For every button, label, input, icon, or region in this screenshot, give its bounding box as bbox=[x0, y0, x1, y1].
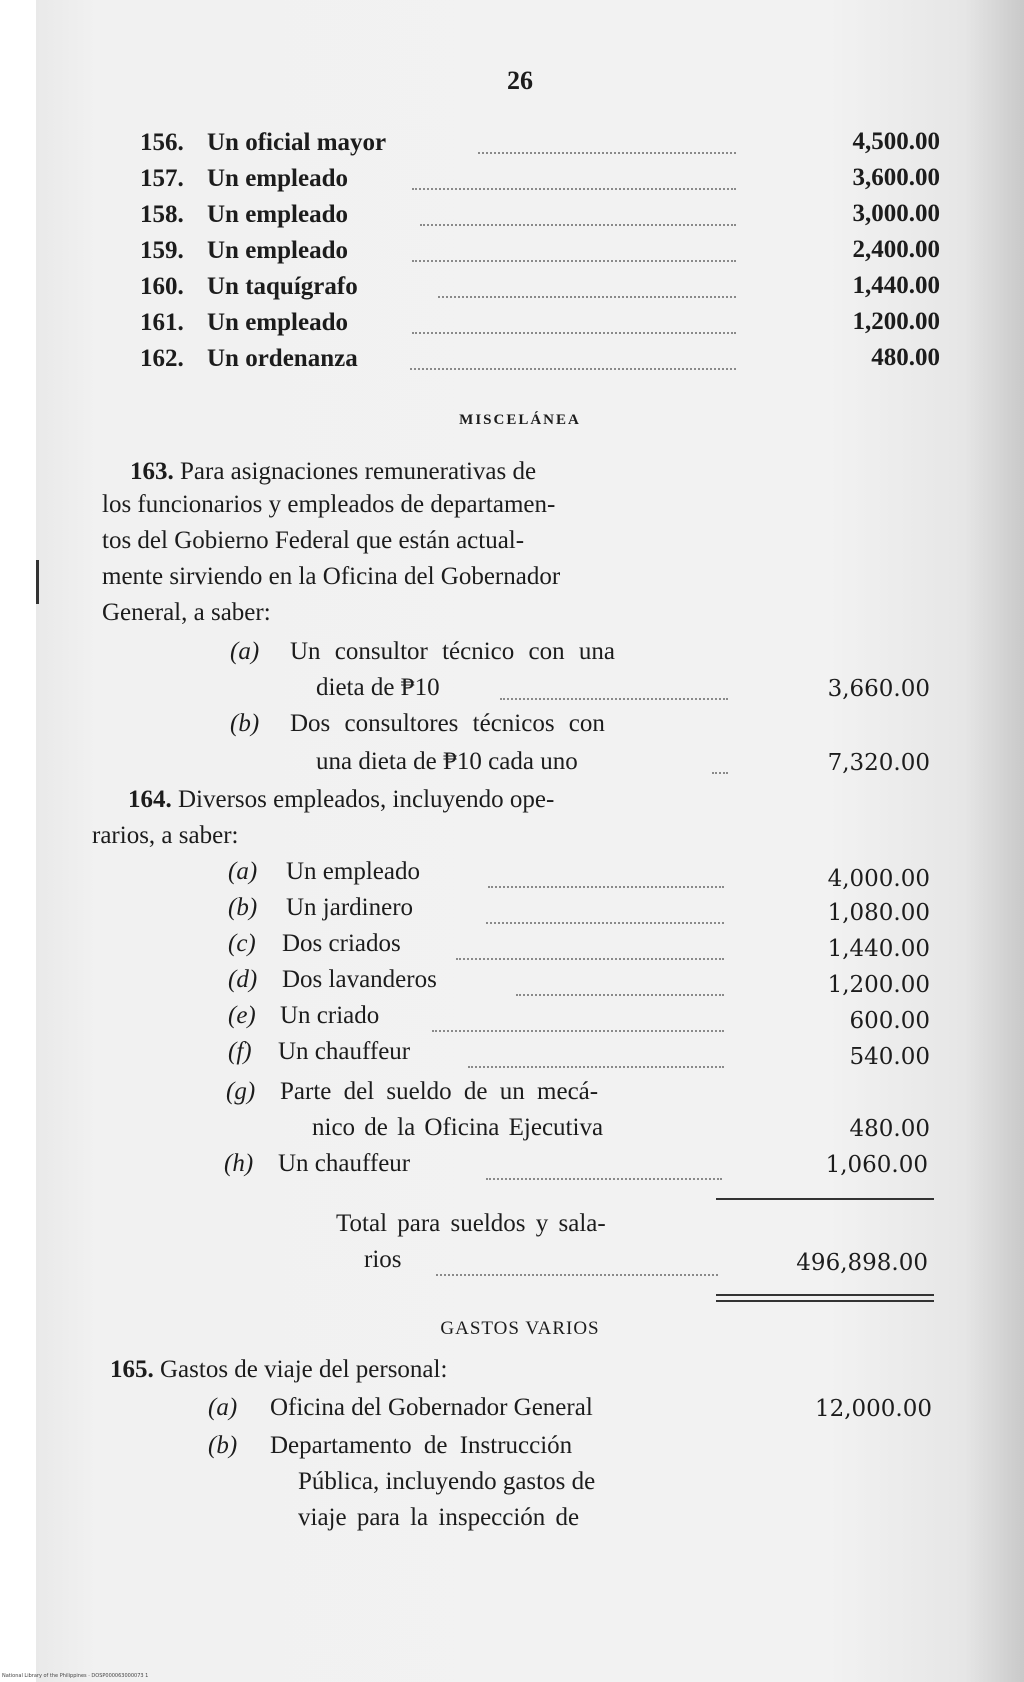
total-amount: 496,898.00 bbox=[796, 1250, 928, 1276]
leader-dots bbox=[410, 366, 736, 370]
item-number: 164. bbox=[128, 786, 172, 813]
item-amount: 4,500.00 bbox=[852, 128, 940, 155]
leader-dots bbox=[412, 186, 736, 190]
subitem-marker: (g) bbox=[226, 1078, 256, 1105]
item-number: 160. bbox=[140, 273, 184, 300]
leader-dots bbox=[436, 1272, 718, 1276]
subitem-marker: (h) bbox=[224, 1150, 254, 1177]
leader-dots bbox=[456, 956, 724, 960]
item-label: Un taquígrafo bbox=[207, 273, 358, 300]
paragraph-line: General, a saber: bbox=[102, 599, 271, 626]
subitem-label: Dos consultores técnicos con bbox=[290, 710, 605, 737]
subitem-label: Un chauffeur bbox=[278, 1038, 411, 1065]
page-number: 26 bbox=[507, 66, 533, 95]
item-amount: 2,400.00 bbox=[852, 236, 940, 263]
leader-dots bbox=[412, 258, 736, 262]
leader-dots bbox=[412, 330, 736, 334]
leader-dots bbox=[478, 150, 736, 154]
subitem-label-continued: nico de la Oficina Ejecutiva bbox=[312, 1114, 604, 1141]
item-title: Gastos de viaje del personal: bbox=[160, 1356, 448, 1383]
item-amount: 1,440.00 bbox=[852, 272, 940, 299]
subitem-label: Un consultor técnico con una bbox=[290, 638, 615, 665]
total-label: Total para sueldos y sala- bbox=[336, 1210, 606, 1237]
item-amount: 1,200.00 bbox=[852, 308, 940, 335]
subitem-marker: (e) bbox=[228, 1002, 256, 1029]
paragraph-line: los funcionarios y empleados de departamen- bbox=[102, 491, 556, 518]
subitem-label: Dos lavanderos bbox=[282, 966, 437, 993]
subitem-amount: 1,080.00 bbox=[827, 900, 930, 926]
leader-dots bbox=[486, 1176, 722, 1180]
leader-dots bbox=[438, 294, 736, 298]
item-label: Un empleado bbox=[207, 201, 348, 228]
scan-margin bbox=[0, 0, 36, 1682]
subitem-marker: (d) bbox=[228, 966, 258, 993]
item-number: 161. bbox=[140, 309, 184, 336]
subitem-label: Un chauffeur bbox=[278, 1150, 411, 1177]
total-rule bbox=[716, 1198, 934, 1200]
item-label: Un empleado bbox=[207, 165, 348, 192]
subitem-label-continued: dieta de ₱10 bbox=[316, 674, 440, 701]
subitem-amount: 3,660.00 bbox=[827, 676, 930, 702]
item-number: 162. bbox=[140, 345, 184, 372]
item-amount: 3,000.00 bbox=[852, 200, 940, 227]
subitem-amount: 1,200.00 bbox=[827, 972, 930, 998]
leader-dots bbox=[516, 992, 724, 996]
subitem-label: Un empleado bbox=[286, 858, 420, 885]
subitem-marker: (f) bbox=[228, 1038, 252, 1065]
paragraph-line: tos del Gobierno Federal que están actual- bbox=[102, 527, 525, 554]
scan-footer-note: National Library of the Philippines · DOSP000063000073 1 bbox=[2, 1673, 149, 1679]
item-number: 159. bbox=[140, 237, 184, 264]
total-label-continued: rios bbox=[364, 1246, 402, 1273]
subitem-amount: 12,000.00 bbox=[814, 1396, 932, 1422]
item-number: 163. bbox=[130, 458, 174, 485]
double-rule-top bbox=[716, 1294, 934, 1296]
subitem-label-continued: viaje para la inspección de bbox=[298, 1504, 580, 1531]
item-label: Un empleado bbox=[207, 309, 348, 336]
subitem-label: Parte del sueldo de un mecá- bbox=[280, 1078, 599, 1105]
item-164-intro bbox=[128, 786, 554, 814]
subitem-label: Dos criados bbox=[282, 930, 401, 957]
paragraph-line: Diversos empleados, incluyendo ope- bbox=[178, 786, 555, 813]
subitem-amount: 1,440.00 bbox=[827, 936, 930, 962]
leader-dots bbox=[500, 696, 728, 700]
subitem-marker: (a) bbox=[230, 638, 260, 665]
leader-dots bbox=[468, 1064, 724, 1068]
subitem-amount: 7,320.00 bbox=[827, 750, 930, 776]
item-number: 158. bbox=[140, 201, 184, 228]
paragraph-line: Para asignaciones remunerativas de bbox=[180, 458, 537, 485]
subitem-marker: (b) bbox=[230, 710, 260, 737]
subitem-marker: (b) bbox=[208, 1432, 238, 1459]
subitem-marker: (a) bbox=[228, 858, 258, 885]
leader-dots bbox=[486, 920, 724, 924]
section-heading-miscelanea: MISCELÁNEA bbox=[459, 412, 581, 428]
item-amount: 480.00 bbox=[871, 344, 940, 371]
item-165-intro bbox=[110, 1356, 447, 1384]
item-number: 157. bbox=[140, 165, 184, 192]
subitem-marker: (c) bbox=[228, 930, 256, 957]
subitem-marker: (a) bbox=[208, 1394, 238, 1421]
item-label: Un ordenanza bbox=[207, 345, 358, 372]
item-163-paragraph bbox=[130, 454, 730, 490]
leader-dots bbox=[432, 1028, 724, 1032]
double-rule-bottom bbox=[716, 1300, 934, 1302]
item-number: 165. bbox=[110, 1356, 154, 1383]
scan-edge-mark bbox=[36, 560, 39, 604]
leader-dots bbox=[420, 222, 736, 226]
leader-dots bbox=[712, 770, 728, 774]
subitem-label: Un jardinero bbox=[286, 894, 414, 921]
item-label: Un empleado bbox=[207, 237, 348, 264]
item-amount: 3,600.00 bbox=[852, 164, 940, 191]
subitem-label: Departamento de Instrucción bbox=[270, 1432, 573, 1459]
subitem-amount: 4,000.00 bbox=[827, 866, 930, 892]
subitem-amount: 1,060.00 bbox=[825, 1152, 928, 1178]
subitem-amount: 540.00 bbox=[849, 1044, 930, 1070]
subitem-amount: 480.00 bbox=[849, 1116, 930, 1142]
subitem-label: Oficina del Gobernador General bbox=[270, 1394, 593, 1421]
leader-dots bbox=[488, 884, 724, 888]
subitem-label-continued: Pública, incluyendo gastos de bbox=[298, 1468, 596, 1495]
subitem-marker: (b) bbox=[228, 894, 258, 921]
section-heading-gastos-varios: GASTOS VARIOS bbox=[440, 1318, 600, 1339]
paragraph-line: rarios, a saber: bbox=[92, 822, 239, 849]
item-number: 156. bbox=[140, 129, 184, 156]
subitem-amount: 600.00 bbox=[849, 1008, 930, 1034]
subitem-label: Un criado bbox=[280, 1002, 380, 1029]
paragraph-line: mente sirviendo en la Oficina del Gobernador bbox=[102, 563, 561, 590]
subitem-label-continued: una dieta de ₱10 cada uno bbox=[316, 748, 578, 775]
item-label: Un oficial mayor bbox=[207, 129, 387, 156]
